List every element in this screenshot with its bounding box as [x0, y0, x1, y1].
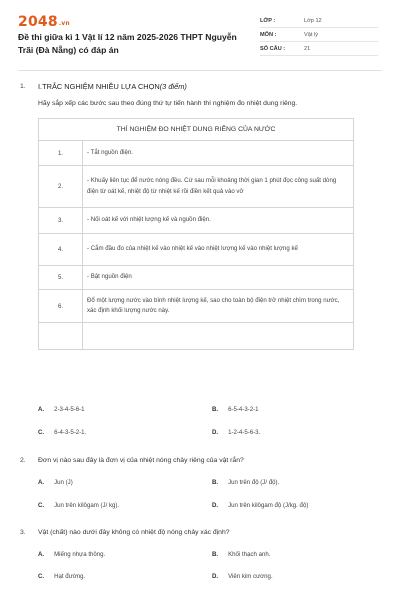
option-text: 1-2-4-5-6-3. [228, 429, 261, 436]
table-title: THÍ NGHIỆM ĐO NHIỆT DUNG RIÊNG CỦA NƯỚC [39, 119, 354, 141]
option-c[interactable] [38, 573, 85, 580]
meta-count-label: SỐ CÂU : [260, 46, 286, 52]
exam-meta [260, 14, 378, 56]
table-row [39, 290, 354, 323]
table-row [39, 266, 354, 290]
logo-main: 2048 [18, 14, 58, 30]
option-d[interactable] [212, 573, 273, 580]
meta-count-value: 21 [304, 46, 311, 52]
table-row [39, 234, 354, 266]
step-number: 5. [39, 266, 83, 290]
step-text: - Tắt nguồn điện. [83, 141, 354, 166]
step-text: - Nối oát kế với nhiệt lượng kế và nguồn điện. [83, 208, 354, 234]
meta-subject-value: Vật lý [304, 32, 318, 38]
step-number [39, 323, 83, 350]
option-letter: C. [38, 502, 45, 509]
meta-subject [260, 28, 378, 42]
option-letter: D. [212, 502, 219, 509]
option-letter: B. [212, 479, 219, 486]
option-letter: A. [38, 406, 45, 413]
step-text: - Cắm đầu đo của nhiệt kế vào nhiệt kế vào nhiệt lượng kế vào nhiệt lượng kế [83, 234, 354, 266]
logo-suffix: .vn [58, 20, 70, 27]
option-letter: A. [38, 551, 45, 558]
option-text: 6-4-3-5-2-1. [54, 429, 87, 436]
option-letter: A. [38, 479, 45, 486]
option-b[interactable] [212, 479, 279, 486]
option-letter: B. [212, 551, 219, 558]
meta-count [260, 42, 378, 56]
meta-class-label: LỚP : [260, 18, 276, 24]
table-row [39, 208, 354, 234]
option-letter: B. [212, 406, 219, 413]
option-text: Miếng nhựa thông. [54, 551, 106, 558]
option-text: Jun trên độ (J/ độ). [228, 479, 280, 486]
option-d[interactable] [212, 429, 260, 436]
option-c[interactable] [38, 502, 119, 509]
step-number: 3. [39, 208, 83, 234]
table-header-row [39, 119, 354, 141]
step-number: 6. [39, 290, 83, 323]
option-c[interactable] [38, 429, 86, 436]
option-text: Jun (J) [54, 479, 73, 486]
step-text: - Khuấy liên tục để nước nóng đều. Cứ sau mỗi khoảng thời gian 1 phút đọc công suất dòng điện từ oát kế, nhiệt độ từ nhiệt kế rồi điền kết quả vào vở [83, 166, 354, 208]
question-text: Hãy sắp xếp các bước sau theo đúng thứ tự tiến hành thí nghiệm đo nhiệt dung riêng. [38, 100, 298, 107]
option-text: 6-5-4-3-2-1 [228, 406, 259, 413]
page-header [18, 14, 382, 55]
question-number: 3. [20, 529, 26, 536]
exam-title: Đề thi giữa kì 1 Vật lí 12 năm 2025-2026 THPT Nguyễn Trãi (Đà Nẵng) có đáp án [18, 32, 237, 55]
step-text: Đổ một lượng nước vào bình nhiệt lượng kế, sao cho toàn bộ điện trở nhiệt chìm trong nước, xác định khối lượng nước này. [83, 290, 354, 323]
section-title-text: I.TRẮC NGHIỆM NHIỀU LỰA CHỌN [38, 82, 160, 91]
option-text: Khối thạch anh. [228, 551, 271, 558]
step-number: 4. [39, 234, 83, 266]
header-divider [18, 70, 382, 71]
section-points: (3 điểm) [159, 82, 187, 91]
step-text: - Bật nguồn điện [83, 266, 354, 290]
question-number: 2. [20, 457, 26, 464]
section-title [38, 82, 187, 91]
step-number: 2. [39, 166, 83, 208]
option-b[interactable] [212, 551, 270, 558]
option-text: Jun trên kilôgam (J/ kg). [54, 502, 120, 509]
option-a[interactable] [38, 551, 105, 558]
meta-class [260, 14, 378, 28]
question-text: Đơn vị nào sau đây là đơn vị của nhiệt nóng chảy riêng của vật rắn? [38, 457, 244, 464]
question-text: Vật (chất) nào dưới đây không có nhiệt độ nóng chảy xác định? [38, 529, 230, 536]
option-text: Hạt đường. [54, 573, 86, 580]
step-text [83, 323, 354, 350]
option-d[interactable] [212, 502, 308, 509]
meta-class-value: Lớp 12 [304, 18, 322, 24]
option-a[interactable] [38, 406, 85, 413]
steps-table [38, 118, 354, 350]
option-text: Viên kim cương. [228, 573, 273, 580]
question-number: 1. [20, 83, 26, 90]
option-a[interactable] [38, 479, 73, 486]
table-row [39, 166, 354, 208]
option-text: Jun trên kilôgam độ (J/kg. độ) [228, 502, 309, 509]
option-b[interactable] [212, 406, 259, 413]
option-letter: C. [38, 429, 45, 436]
option-text: 2-3-4-5-6-1 [54, 406, 85, 413]
table-row [39, 323, 354, 350]
option-letter: D. [212, 573, 219, 580]
step-number: 1. [39, 141, 83, 166]
meta-subject-label: MÔN : [260, 32, 277, 38]
table-row [39, 141, 354, 166]
option-letter: D. [212, 429, 219, 436]
option-letter: C. [38, 573, 45, 580]
